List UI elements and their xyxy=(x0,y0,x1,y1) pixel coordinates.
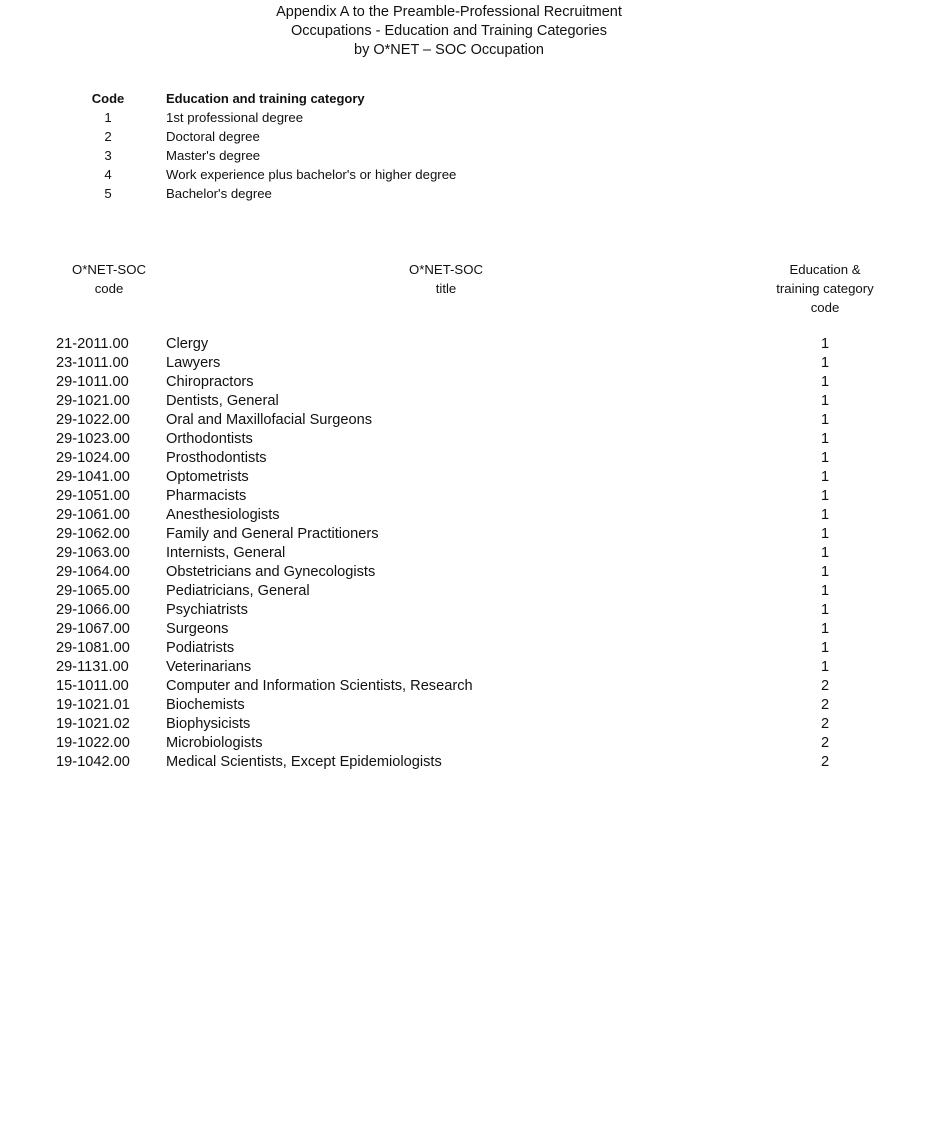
header-category-line-3: code xyxy=(810,300,840,315)
category-code: 1 xyxy=(820,450,830,466)
occupation-code: 29-1062.00 xyxy=(56,526,130,542)
category-code: 2 xyxy=(820,754,830,770)
category-code: 1 xyxy=(820,583,830,599)
legend-row xyxy=(70,146,570,165)
occupation-code: 15-1011.00 xyxy=(56,678,129,694)
table-row xyxy=(0,563,937,582)
occupation-title: Biochemists xyxy=(166,697,245,713)
legend-row xyxy=(70,165,570,184)
category-legend xyxy=(70,89,570,203)
occupation-title: Prosthodontists xyxy=(166,450,267,466)
category-code: 1 xyxy=(820,659,830,675)
category-code: 1 xyxy=(820,393,830,409)
occupation-code: 29-1064.00 xyxy=(56,564,130,580)
legend-row xyxy=(70,184,570,203)
occupation-code: 29-1024.00 xyxy=(56,450,130,466)
category-code: 2 xyxy=(820,716,830,732)
header-title-line-2: title xyxy=(435,281,457,296)
occupation-title: Biophysicists xyxy=(166,716,251,732)
header-category-line-2: training category xyxy=(776,281,874,296)
category-code: 1 xyxy=(820,640,830,656)
category-code: 1 xyxy=(820,507,830,523)
occupation-code: 29-1023.00 xyxy=(56,431,130,447)
table-row xyxy=(0,658,937,677)
category-code: 1 xyxy=(820,431,830,447)
occupation-title: Oral and Maxillofacial Surgeons xyxy=(166,412,373,428)
legend-code: 3 xyxy=(104,148,112,163)
table-row xyxy=(0,487,937,506)
occupation-title: Obstetricians and Gynecologists xyxy=(166,564,376,580)
occupation-title: Clergy xyxy=(166,336,209,352)
category-code: 2 xyxy=(820,735,830,751)
category-code: 1 xyxy=(820,355,830,371)
category-code: 1 xyxy=(820,374,830,390)
occupation-title: Chiropractors xyxy=(166,374,254,390)
occupation-title: Medical Scientists, Except Epidemiologists xyxy=(166,754,442,770)
occupation-code: 29-1011.00 xyxy=(56,374,129,390)
table-row xyxy=(0,601,937,620)
legend-row xyxy=(70,127,570,146)
header-title xyxy=(346,260,546,298)
legend-category-header: Education and training category xyxy=(166,91,365,106)
category-code: 2 xyxy=(820,678,830,694)
occupation-code: 19-1042.00 xyxy=(56,754,130,770)
category-code: 1 xyxy=(820,469,830,485)
occupation-code: 29-1051.00 xyxy=(56,488,130,504)
header-code-line-2: code xyxy=(94,281,124,296)
table-row xyxy=(0,696,937,715)
occupation-title: Orthodontists xyxy=(166,431,253,447)
occupation-title: Family and General Practitioners xyxy=(166,526,379,542)
legend-code-header: Code xyxy=(91,91,125,106)
category-code: 1 xyxy=(820,526,830,542)
legend-rows xyxy=(70,108,570,203)
occupation-title: Lawyers xyxy=(166,355,221,371)
legend-label: Doctoral degree xyxy=(166,129,260,144)
table-row xyxy=(0,449,937,468)
header-category-line-1: Education & xyxy=(789,262,861,277)
table-row xyxy=(0,677,937,696)
occupation-title: Pharmacists xyxy=(166,488,247,504)
category-code: 1 xyxy=(820,621,830,637)
legend-code: 5 xyxy=(104,186,112,201)
occupation-code: 19-1021.01 xyxy=(56,697,130,713)
legend-code: 4 xyxy=(104,167,112,182)
legend-row xyxy=(70,108,570,127)
occupation-title: Optometrists xyxy=(166,469,249,485)
table-row xyxy=(0,544,937,563)
table-row xyxy=(0,582,937,601)
occupation-code: 29-1061.00 xyxy=(56,507,130,523)
occupation-title: Veterinarians xyxy=(166,659,252,675)
category-code: 2 xyxy=(820,697,830,713)
header-category xyxy=(760,260,890,317)
occupation-code: 29-1022.00 xyxy=(56,412,130,428)
occupation-title: Pediatricians, General xyxy=(166,583,310,599)
occupation-code: 29-1066.00 xyxy=(56,602,130,618)
header-code xyxy=(56,260,162,298)
occupation-code: 29-1065.00 xyxy=(56,583,130,599)
table-row xyxy=(0,373,937,392)
legend-code: 1 xyxy=(104,110,112,125)
occupation-code: 21-2011.00 xyxy=(56,336,129,352)
legend-label: 1st professional degree xyxy=(166,110,304,125)
occupation-code: 29-1131.00 xyxy=(56,659,129,675)
table-row xyxy=(0,506,937,525)
table-row xyxy=(0,430,937,449)
occupation-title: Dentists, General xyxy=(166,393,279,409)
legend-label: Work experience plus bachelor's or higher degree xyxy=(166,167,457,182)
category-code: 1 xyxy=(820,488,830,504)
occupation-title: Surgeons xyxy=(166,621,229,637)
occupation-code: 29-1063.00 xyxy=(56,545,130,561)
occupation-title: Anesthesiologists xyxy=(166,507,280,523)
occupation-code: 29-1067.00 xyxy=(56,621,130,637)
occupation-title: Psychiatrists xyxy=(166,602,248,618)
category-code: 1 xyxy=(820,336,830,352)
table-row xyxy=(0,525,937,544)
category-code: 1 xyxy=(820,412,830,428)
occupation-code: 19-1021.02 xyxy=(56,716,130,732)
category-code: 1 xyxy=(820,602,830,618)
occupation-title: Computer and Information Scientists, Research xyxy=(166,678,473,694)
header-title-line-1: O*NET-SOC xyxy=(408,262,483,277)
table-row xyxy=(0,468,937,487)
occupation-code: 19-1022.00 xyxy=(56,735,130,751)
legend-label: Bachelor's degree xyxy=(166,186,272,201)
table-row xyxy=(0,411,937,430)
title-line-1: Appendix A to the Preamble-Professional Recruitment xyxy=(276,4,622,20)
table-row xyxy=(0,354,937,373)
title-line-3: by O*NET – SOC Occupation xyxy=(354,42,544,58)
occupation-table-body xyxy=(0,335,937,772)
table-row xyxy=(0,335,937,354)
occupation-code: 29-1081.00 xyxy=(56,640,130,656)
legend-header xyxy=(70,89,570,108)
header-code-line-1: O*NET-SOC xyxy=(71,262,146,277)
title-line-2: Occupations - Education and Training Categories xyxy=(291,23,607,39)
occupation-title: Podiatrists xyxy=(166,640,235,656)
table-row xyxy=(0,734,937,753)
occupation-code: 23-1011.00 xyxy=(56,355,129,371)
occupation-code: 29-1021.00 xyxy=(56,393,130,409)
table-row xyxy=(0,639,937,658)
document-title xyxy=(0,3,898,60)
table-row xyxy=(0,715,937,734)
occupation-code: 29-1041.00 xyxy=(56,469,130,485)
occupation-title: Internists, General xyxy=(166,545,286,561)
occupation-title: Microbiologists xyxy=(166,735,263,751)
table-row xyxy=(0,753,937,772)
category-code: 1 xyxy=(820,545,830,561)
category-code: 1 xyxy=(820,564,830,580)
legend-code: 2 xyxy=(104,129,112,144)
table-row xyxy=(0,620,937,639)
table-row xyxy=(0,392,937,411)
legend-label: Master's degree xyxy=(166,148,261,163)
